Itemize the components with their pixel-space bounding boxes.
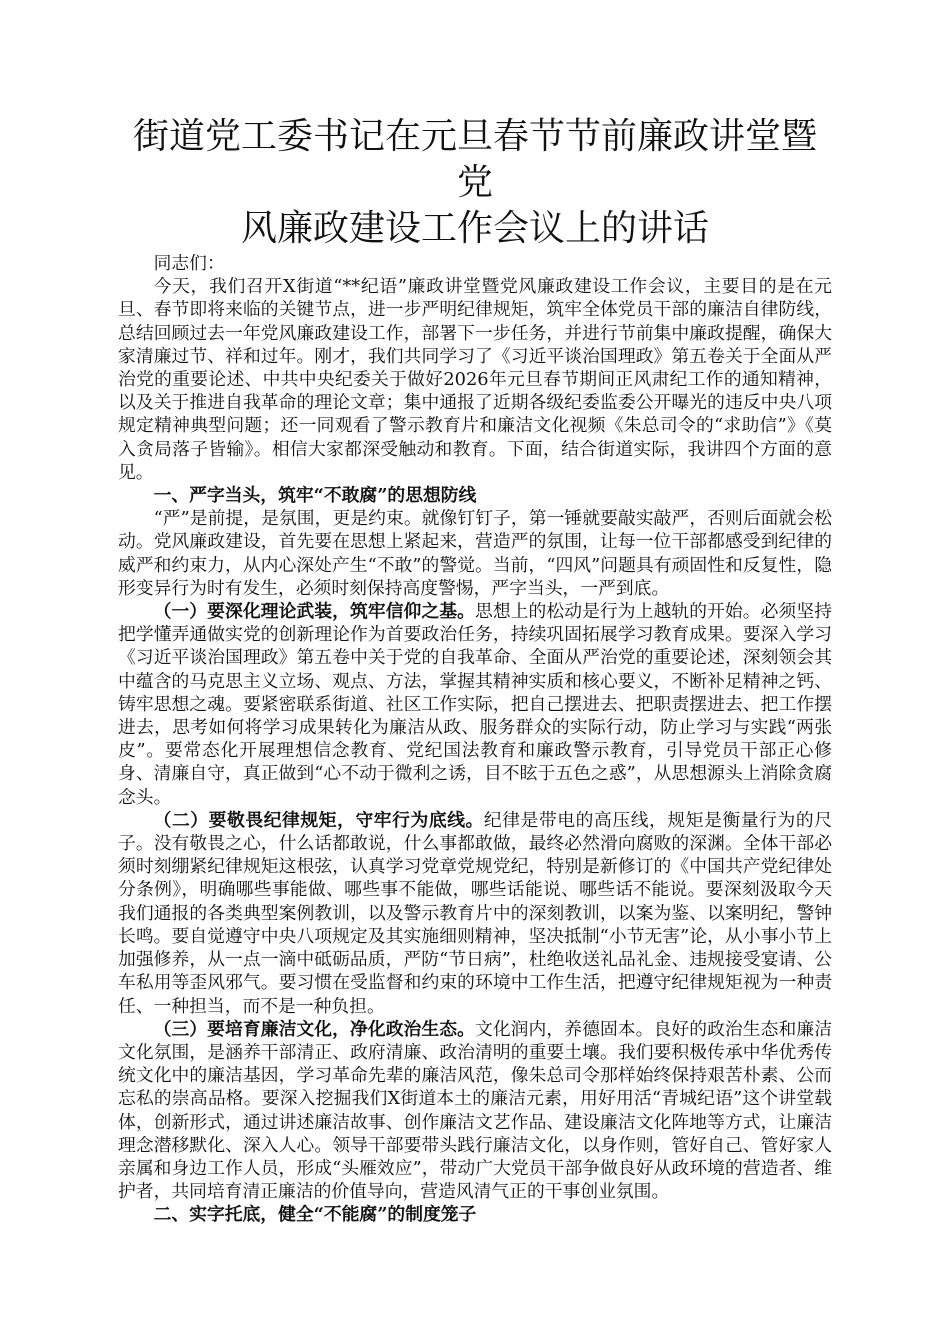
subsection-3-text: 文化润内，养德固本。良好的政治生态和廉洁文化氛围，是涵养干部清正、政府清廉、政治清明的重要土壤。我们要积极传承中华优秀传统文化中的廉洁基因，学习革命先辈的廉洁风范，像朱总司令那样始终保持艰苦朴素、公而忘私的崇高品格。要深入挖掘我们X街道本土的廉洁元素，用好用活“青城纪语”这个讲堂载体，创新形式，通过讲述廉洁故事、创作廉洁文艺作品、建设廉洁文化阵地等方式，让廉洁理念潜移默化、深入人心。领导干部要带头践行廉洁文化，以身作则，管好自己、管好家人亲属和身边工作人员，形成“头雁效应”，带动广大党员干部争做良好从政环境的营造者、维护者，共同培育清正廉洁的价值导向，营造风清气正的干事创业氛围。 (118, 1018, 832, 1203)
subsection-2-paragraph (118, 809, 832, 1018)
subsection-3-paragraph (118, 1018, 832, 1204)
subsection-2-lead: （二）要敬畏纪律规矩，守牢行为底线。 (153, 809, 484, 831)
title-line-1: 街道党工委书记在元旦春节节前廉政讲堂暨党 (132, 116, 817, 203)
document-title (118, 114, 832, 252)
intro-paragraph: 今天，我们召开X街道“**纪语”廉政讲堂暨党风廉政建设工作会议，主要目的是在元旦、春节即将来临的关键节点，进一步严明纪律规矩，筑牢全体党员干部的廉洁自律防线，总结回顾过去一年党风廉政建设工作，部署下一步任务，并进行节前集中廉政提醒，确保大家清廉过节、祥和过年。刚才，我们共同学习了《习近平谈治国理政》第五卷关于全面从严治党的重要论述、中共中央纪委关于做好2026年元旦春节期间正风肃纪工作的通知精神，以及关于推进自我革命的理论文章；集中通报了近期各级纪委监委公开曝光的违反中央八项规定精神典型问题；还一同观看了警示教育片和廉洁文化视频《朱总司令的“求助信”》《莫入贪局落子皆输》。相信大家都深受触动和教育。下面，结合街道实际，我讲四个方面的意见。 (118, 276, 832, 483)
document-body (118, 252, 832, 1227)
subsection-1-paragraph (118, 600, 832, 809)
subsection-1-text: 思想上的松动是行为上越轨的开始。必须坚持把学懂弄通做实党的创新理论作为首要政治任务，持续巩固拓展学习教育成果。要深入学习《习近平谈治国理政》第五卷中关于党的自我革命、全面从严治党的重要论述，深刻领会其中蕴含的马克思主义立场、观点、方法，掌握其精神实质和核心要义，不断补足精神之钙、铸牢思想之魂。要紧密联系街道、社区工作实际，把自己摆进去、把职责摆进去、把工作摆进去，思考如何将学习成果转化为廉洁从政、服务群众的实际行动，防止学习与实践“两张皮”。要常态化开展理想信念教育、党纪国法教育和廉政警示教育，引导党员干部正心修身、清廉自守，真正做到“心不动于微利之诱，目不眩于五色之惑”，从思想源头上消除贪腐念头。 (118, 601, 832, 808)
section-2-heading: 二、实字托底，健全“不能腐”的制度笼子 (153, 1204, 477, 1226)
subsection-3-lead: （三）要培育廉洁文化，净化政治生态。 (153, 1018, 475, 1040)
title-line-2: 风廉政建设工作会议上的讲话 (240, 208, 709, 249)
salutation: 同志们： (153, 253, 225, 274)
section-1-paragraph: “严”是前提，是氛围，更是约束。就像钉钉子，第一锤就要敲实敲严，否则后面就会松动。党风廉政建设，首先要在思想上紧起来，营造严的氛围，让每一位干部都感受到纪律的威严和约束力，从内心深处产生“不敢”的警觉。当前，“四风”问题具有顽固性和反复性，隐形变异行为时有发生，必须时刻保持高度警惕，严字当头，一严到底。 (118, 508, 832, 599)
subsection-2-text: 纪律是带电的高压线，规矩是衡量行为的尺子。没有敬畏之心，什么话都敢说，什么事都敢做，最终必然滑向腐败的深渊。全体干部必须时刻绷紧纪律规矩这根弦，认真学习党章党规党纪，特别是新修订的《中国共产党纪律处分条例》，明确哪些事能做、哪些事不能做，哪些话能说、哪些话不能说。要深刻汲取今天我们通报的各类典型案例教训，以及警示教育片中的深刻教训，以案为鉴、以案明纪，警钟长鸣。要自觉遵守中央八项规定及其实施细则精神，坚决抵制“小节无害”论，从小事小节上加强修养，从一点一滴中砥砺品质，严防“节日病”，杜绝收送礼品礼金、违规接受宴请、公车私用等歪风邪气。要习惯在受监督和约束的环境中工作生活，把遵守纪律规矩视为一种责任、一种担当，而不是一种负担。 (118, 809, 832, 1017)
subsection-1-lead: （一）要深化理论武装，筑牢信仰之基。 (153, 601, 475, 623)
section-1-heading: 一、严字当头，筑牢“不敢腐”的思想防线 (153, 485, 477, 507)
document-page (118, 114, 832, 1227)
